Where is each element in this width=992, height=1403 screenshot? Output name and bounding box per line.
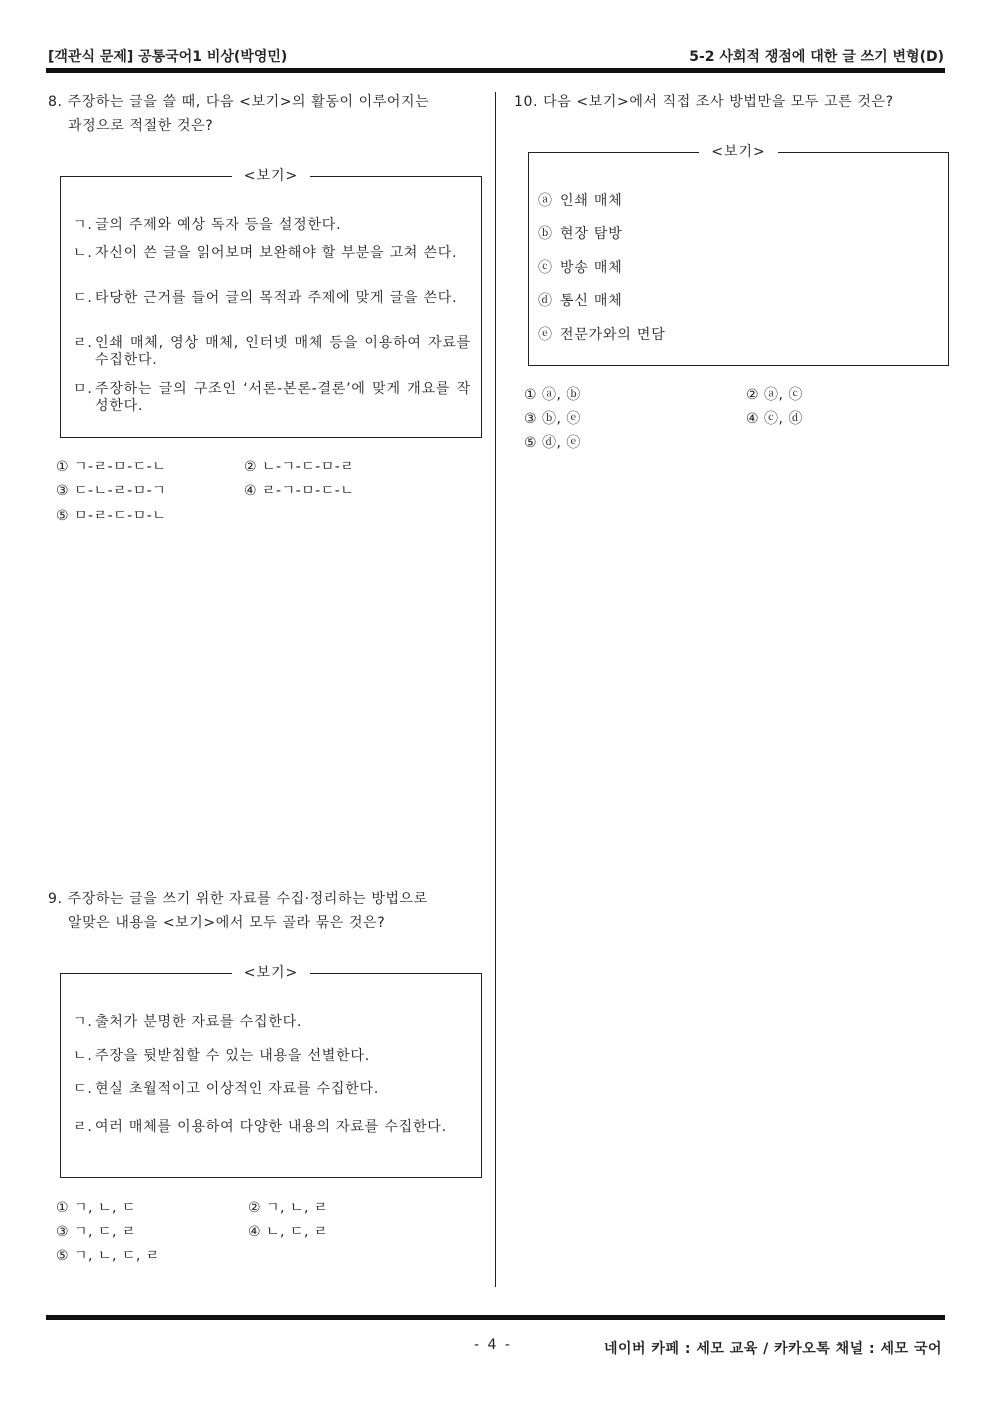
header-title: [객관식 문제] 공통국어1 비상(박영민) [48,49,288,65]
q10-bogi-title: <보기> [699,144,778,160]
q9-option-4[interactable]: ④ ㄴ, ㄷ, ㄹ [248,1224,328,1240]
q9-bogi-title: <보기> [232,965,311,981]
page-number: - 4 - [474,1337,512,1353]
header-unit: 5-2 사회적 쟁점에 대한 글 쓰기 변형(D) [689,49,944,65]
q8-bogi-item: ㄷ. 타당한 근거를 들어 글의 목적과 주제에 맞게 글을 쓴다. [73,290,458,306]
top-rule [46,68,945,73]
q8-bogi-title: <보기> [232,168,311,184]
question-8-line1: 8. 주장하는 글을 쓸 때, 다음 <보기>의 활동이 이루어지는 [48,94,430,110]
question-8-line2: 과정으로 적절한 것은? [68,118,214,134]
column-divider [495,92,496,1287]
q9-option-5[interactable]: ⑤ ㄱ, ㄴ, ㄷ, ㄹ [56,1248,160,1264]
q9-bogi-box [60,965,482,1178]
question-8 [48,90,429,138]
question-9 [48,887,428,935]
q8-option-2[interactable]: ② ㄴ-ㄱ-ㄷ-ㅁ-ㄹ [244,459,355,475]
q10-bogi-item: ⓓ 통신 매체 [538,293,623,309]
q8-option-5[interactable]: ⑤ ㅁ-ㄹ-ㄷ-ㅁ-ㄴ [56,508,167,524]
q8-bogi-item: ㄴ. 자신이 쓴 글을 읽어보며 보완해야 할 부분을 고쳐 쓴다. [73,245,458,261]
question-10-line1: 10. 다음 <보기>에서 직접 조사 방법만을 모두 고른 것은? [514,94,894,110]
q8-option-1[interactable]: ① ㄱ-ㄹ-ㅁ-ㄷ-ㄴ [56,459,167,475]
q9-bogi-item: ㄹ. 여러 매체를 이용하여 다양한 내용의 자료를 수집한다. [73,1119,447,1135]
footer-channel: 네이버 카페 : 세모 교육 / 카카오톡 채널 : 세모 국어 [603,1341,942,1357]
q9-option-1[interactable]: ① ㄱ, ㄴ, ㄷ [56,1200,136,1216]
q10-bogi-item: ⓒ 방송 매체 [538,260,623,276]
q10-option-4[interactable]: ④ ⓒ, ⓓ [746,411,803,427]
q10-bogi-item: ⓔ 전문가와의 면담 [538,327,666,343]
q9-option-3[interactable]: ③ ㄱ, ㄷ, ㄹ [56,1224,136,1240]
q8-bogi-item: ㄹ. 인쇄 매체, 영상 매체, 인터넷 매체 등을 이용하여 자료를 수집한다. [73,335,471,368]
q9-option-2[interactable]: ② ㄱ, ㄴ, ㄹ [248,1200,328,1216]
q10-option-3[interactable]: ③ ⓑ, ⓔ [524,411,581,427]
q10-bogi-box [528,144,949,366]
q8-bogi-box [60,168,482,438]
q8-option-4[interactable]: ④ ㄹ-ㄱ-ㅁ-ㄷ-ㄴ [244,483,355,499]
q8-option-3[interactable]: ③ ㄷ-ㄴ-ㄹ-ㅁ-ㄱ [56,483,167,499]
q10-bogi-item: ⓑ 현장 탐방 [538,226,623,242]
q10-option-2[interactable]: ② ⓐ, ⓒ [746,387,803,403]
q8-bogi-item: ㅁ. 주장하는 글의 구조인 ‘서론-본론-결론’에 맞게 개요를 작성한다. [73,381,471,414]
q10-bogi-item: ⓐ 인쇄 매체 [538,193,623,209]
q9-bogi-item: ㄷ. 현실 초월적이고 이상적인 자료를 수집한다. [73,1081,380,1097]
question-9-line2: 알맞은 내용을 <보기>에서 모두 골라 묶은 것은? [68,915,386,931]
question-10 [514,90,894,114]
question-9-line1: 9. 주장하는 글을 쓰기 위한 자료를 수집·정리하는 방법으로 [48,891,428,907]
bottom-rule [46,1315,945,1320]
q9-bogi-item: ㄱ. 출처가 분명한 자료를 수집한다. [73,1014,303,1030]
q8-bogi-item: ㄱ. 글의 주제와 예상 독자 등을 설정한다. [73,217,342,233]
q9-bogi-item: ㄴ. 주장을 뒷받침할 수 있는 내용을 선별한다. [73,1048,371,1064]
q10-option-1[interactable]: ① ⓐ, ⓑ [524,387,581,403]
q10-option-5[interactable]: ⑤ ⓓ, ⓔ [524,435,581,451]
